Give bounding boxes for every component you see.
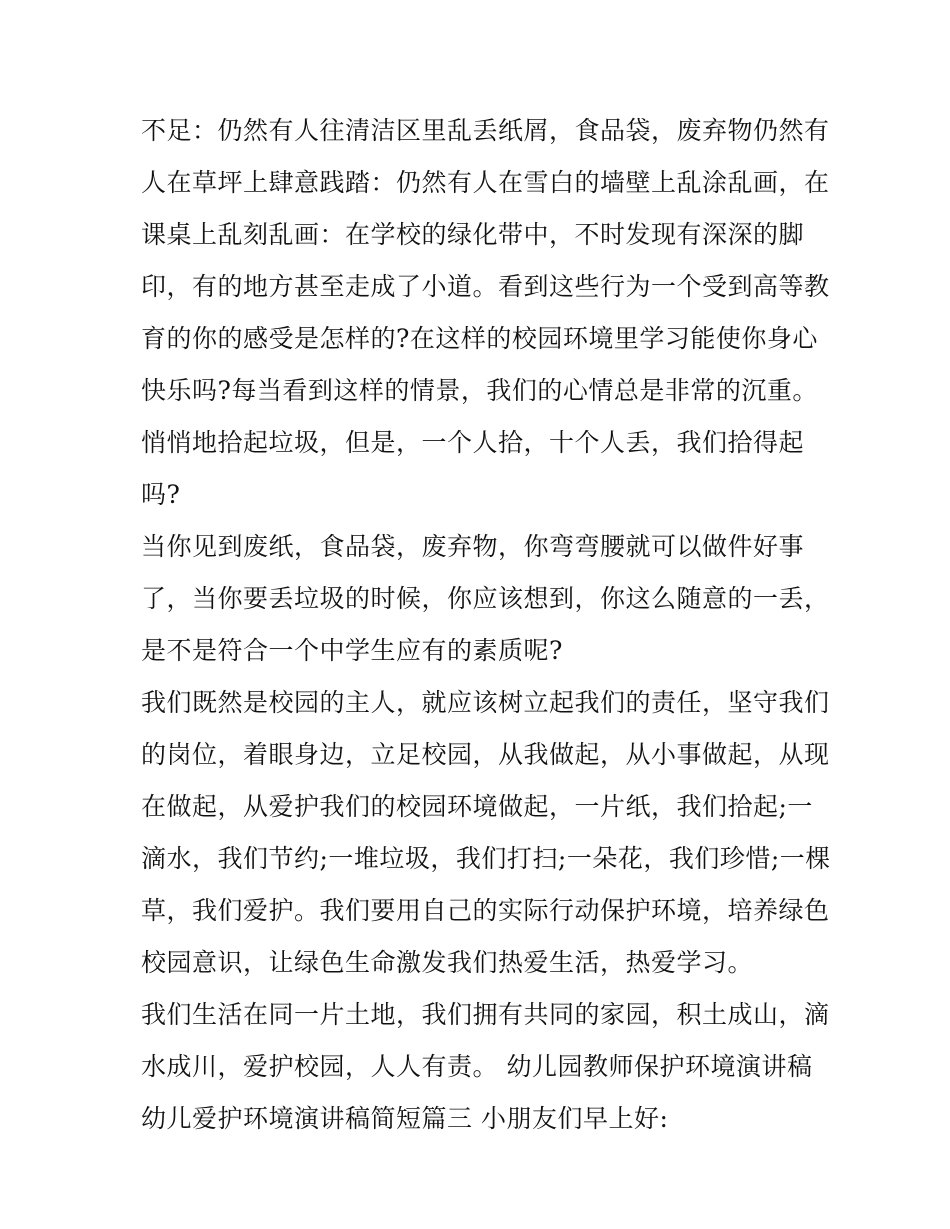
text-line: 当你见到废纸，食品袋，废弃物，你弯弯腰就可以做件好事: [141, 532, 805, 561]
text-line: 课桌上乱刻乱画：在学校的绿化带中，不时发现有深深的脚: [141, 220, 805, 249]
text-line: 是不是符合一个中学生应有的素质呢?: [141, 636, 563, 665]
text-line: 人在草坪上肆意践踏：仍然有人在雪白的墙壁上乱涂乱画，在: [141, 168, 830, 197]
text-line: 我们生活在同一片土地，我们拥有共同的家园，积土成山，滴: [141, 1000, 830, 1029]
text-line: 水成川，爱护校园，人人有责。 幼儿园教师保护环境演讲稿: [141, 1052, 813, 1081]
text-line: 草，我们爱护。我们要用自己的实际行动保护环境，培养绿色: [141, 896, 830, 925]
text-line: 不足：仍然有人往清洁区里乱丢纸屑，食品袋，废弃物仍然有: [141, 116, 830, 145]
text-line: 校园意识，让绿色生命激发我们热爱生活，热爱学习。: [141, 948, 754, 977]
text-line: 印，有的地方甚至走成了小道。看到这些行为一个受到高等教: [141, 272, 830, 301]
document-body: [141, 105, 831, 1145]
text-line: 滴水，我们节约;一堆垃圾，我们打扫;一朵花，我们珍惜;一棵: [141, 844, 831, 873]
text-line: 的岗位，着眼身边，立足校园，从我做起，从小事做起，从现: [141, 740, 830, 769]
text-line: 幼儿爱护环境演讲稿简短篇三 小朋友们早上好:: [141, 1104, 669, 1133]
text-line: 了，当你要丢垃圾的时候，你应该想到，你这么随意的一丢，: [141, 584, 830, 613]
text-line: 悄悄地拾起垃圾，但是，一个人拾，十个人丢，我们拾得起: [141, 428, 805, 457]
text-line: 在做起，从爱护我们的校园环境做起，一片纸，我们拾起;一: [141, 792, 813, 821]
text-line: 快乐吗?每当看到这样的情景，我们的心情总是非常的沉重。: [141, 376, 818, 405]
text-line: 我们既然是校园的主人，就应该树立起我们的责任，坚守我们: [141, 688, 830, 717]
text-line: 育的你的感受是怎样的?在这样的校园环境里学习能使你身心: [141, 324, 818, 353]
text-line: 吗?: [141, 480, 181, 509]
